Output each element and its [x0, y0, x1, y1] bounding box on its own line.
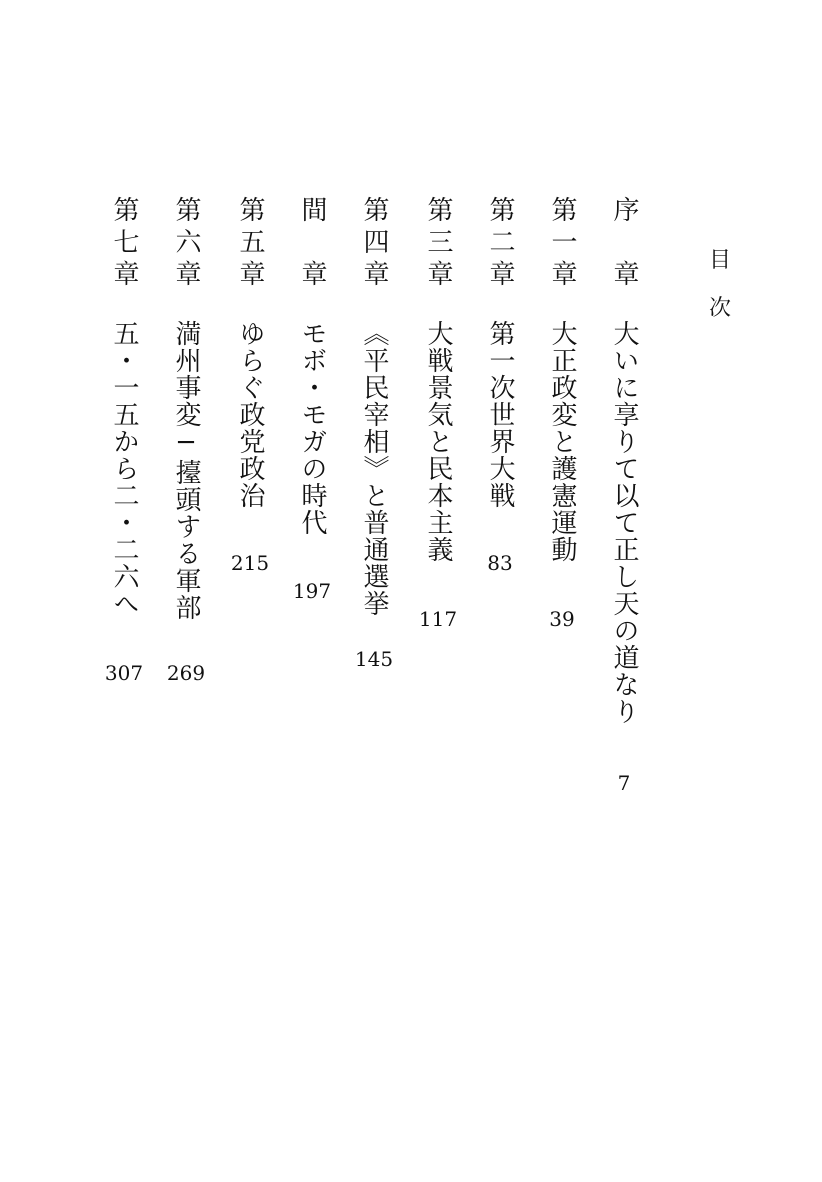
page-number: 117 [418, 607, 458, 631]
chapter-title: 大いに享りて以て正し天の道なり [609, 320, 639, 725]
page-number: 215 [230, 551, 270, 575]
chapter-title: 《平民宰相》と普通選挙 [359, 320, 389, 617]
chapter-label: 第二章 [485, 196, 515, 292]
toc-title [702, 250, 738, 330]
toc-entry-chapter-2[interactable] [480, 196, 520, 816]
chapter-title: モボ・モガの時代 [297, 320, 327, 536]
page-number: 145 [354, 647, 394, 671]
chapter-title: 大正政変と護憲運動 [547, 320, 577, 563]
chapter-title: ゆらぐ政党政治 [235, 320, 265, 509]
chapter-label: 間 章 [297, 196, 327, 292]
chapter-label: 第六章 [171, 196, 201, 292]
chapter-label: 第四章 [359, 196, 389, 292]
page-number: 197 [292, 579, 332, 603]
chapter-label: 第七章 [109, 196, 139, 292]
toc-title-char-1: 目 [708, 248, 731, 273]
toc-entry-chapter-1[interactable] [542, 196, 582, 816]
toc-entry-chapter-5[interactable] [230, 196, 270, 816]
chapter-title: 五・一五から二・二六へ [109, 320, 139, 617]
chapter-title: 第一次世界大戦 [485, 320, 515, 509]
toc-entry-interlude[interactable] [292, 196, 332, 816]
toc-entry-chapter-6[interactable] [166, 196, 206, 816]
toc-entry-chapter-7[interactable] [104, 196, 144, 816]
toc-title-char-2: 次 [708, 296, 731, 321]
toc-entry-prologue[interactable] [604, 196, 644, 816]
page-number: 39 [549, 607, 575, 631]
toc-entry-chapter-3[interactable] [418, 196, 458, 816]
chapter-title: 満州事変─擡頭する軍部 [171, 320, 201, 621]
toc-entry-chapter-4[interactable] [354, 196, 394, 816]
page-number: 269 [166, 661, 206, 685]
page-number: 83 [487, 551, 513, 575]
chapter-label: 第五章 [235, 196, 265, 292]
chapter-title: 大戦景気と民本主義 [423, 320, 453, 563]
chapter-label: 序 章 [609, 196, 639, 292]
chapter-label: 第三章 [423, 196, 453, 292]
page-number: 7 [617, 771, 631, 795]
chapter-label: 第一章 [547, 196, 577, 292]
page-number: 307 [104, 661, 144, 685]
